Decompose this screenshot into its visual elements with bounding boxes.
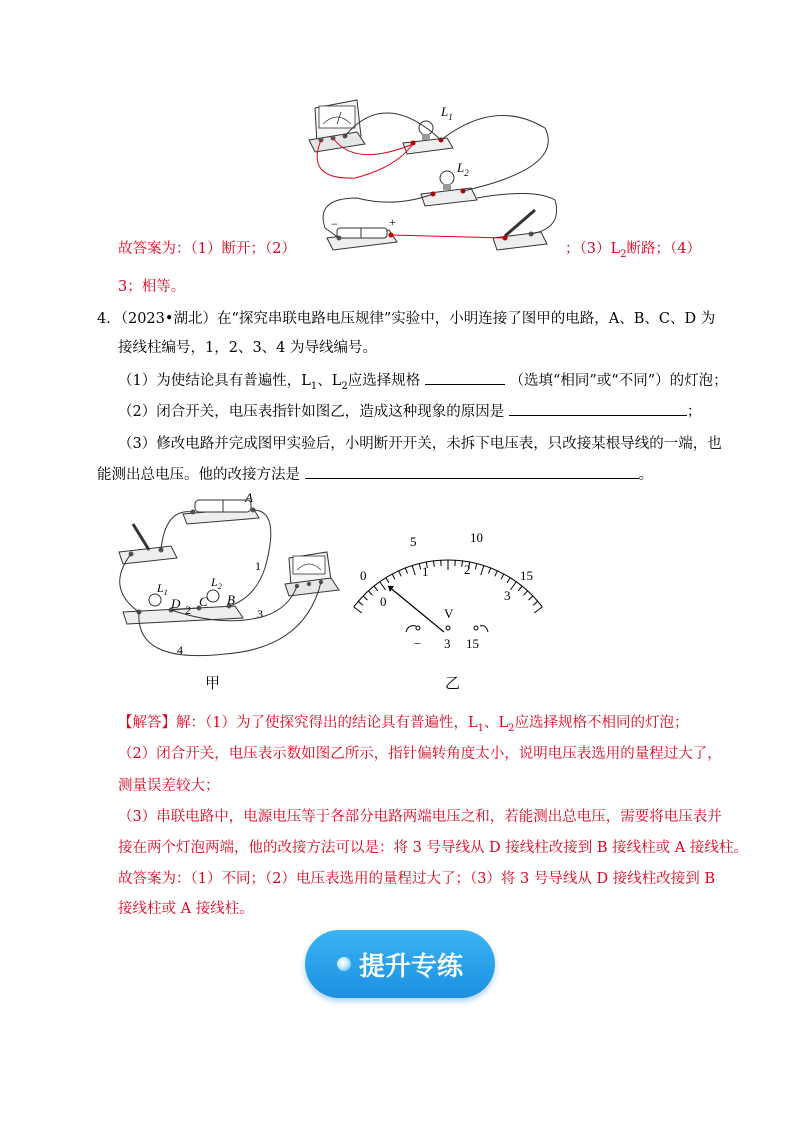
dial-tick: [475, 564, 476, 570]
top-answer-line2: 3；相等。: [118, 279, 186, 295]
top-answer-part3-text: 断路；（4）: [626, 241, 701, 257]
q1-text-d: （选填“相同”或“不同”）的灯泡；: [509, 373, 728, 389]
practice-button-label: 提升专练: [358, 951, 463, 982]
question-stem-line2: 接线柱编号，1，2、3、4 为导线编号。: [118, 340, 378, 356]
top-answer-line1-right: [565, 238, 701, 266]
figure-yi: [352, 528, 552, 658]
solution-line1: [118, 712, 689, 740]
q1-text-c: 应选择规格: [347, 373, 421, 389]
q1-answer-blank[interactable]: [425, 370, 505, 385]
lamp1-sub: 1: [448, 112, 453, 122]
dial-tick: [380, 582, 386, 590]
dial-tick: [433, 561, 434, 567]
solution-head: 【解答】: [118, 715, 176, 731]
top-answer-prefix: 故答案为：（1）断开；（2）: [118, 241, 296, 257]
q1-text-a: （1）为使结论具有普遍性，L: [118, 373, 311, 389]
dial-tick: [392, 574, 395, 579]
solution-line4: （3）串联电路中，电源电压等于各部分电路两端电压之和，若能测出总电压，需要将电压表并: [118, 809, 722, 825]
dial-tick: [528, 596, 532, 600]
voltmeter-icon: [285, 552, 339, 596]
lamps-board-icon: [123, 590, 243, 624]
top-answer-line1: [118, 238, 296, 260]
solution-l1-b: 、L: [483, 715, 509, 731]
solution-line3: 测量误差较大；: [118, 778, 220, 794]
dial-pointer: [388, 586, 444, 632]
dial-tick: [405, 568, 407, 574]
solution-l1-sub1: 1: [477, 722, 484, 734]
q2-text-b: ；: [686, 404, 702, 420]
q1-sub1: 1: [310, 380, 318, 392]
solution-l1-sub2: 2: [508, 722, 515, 734]
bubble-icon: [337, 957, 351, 971]
voltmeter-icon: [309, 100, 365, 152]
question-source: （2023•湖北）: [120, 311, 217, 327]
lamp2-label: L: [457, 160, 465, 175]
figure-yi-caption: 乙: [445, 674, 461, 692]
question-part3-line2: [97, 464, 653, 486]
question-part3-line1: （3）修改电路并完成图甲实验后，小明断开开关，未拆下电压表，只改接某根导线的一端，也: [118, 436, 722, 452]
label-b: B: [227, 592, 235, 607]
dial-tick: [489, 568, 491, 574]
question-part2: [118, 401, 701, 423]
practice-button[interactable]: [305, 930, 495, 998]
svg-text:L1: [156, 581, 168, 597]
dial-tick: [534, 607, 542, 613]
dial-tick: [374, 586, 378, 591]
dial-tick: [419, 564, 420, 570]
outer-tick-5: 5: [410, 534, 417, 549]
label-d: D: [171, 596, 181, 611]
figure-jia-caption: 甲: [205, 674, 221, 692]
dial-tick: [363, 596, 367, 600]
dial-tick: [368, 591, 372, 595]
inner-tick-2: 2: [464, 562, 471, 577]
question-stem-line1: [97, 308, 715, 330]
inner-tick-0: 0: [380, 594, 387, 609]
top-circuit-figure: [295, 88, 565, 258]
q2-text-a: （2）闭合开关，电压表指针如图乙，造成这种现象的原因是: [118, 404, 505, 420]
top-answer-part3-prefix: ；（3）: [565, 241, 611, 257]
q3-end: 。: [638, 467, 654, 483]
wire-1-label: 1: [255, 559, 261, 573]
q1-text-b: 、L: [317, 373, 342, 389]
solution-line6: 故答案为：（1）不同；（2）电压表选用的量程过大了；（3）将 3 号导线从 D 接线柱改接到 B: [118, 871, 715, 887]
q1-sub2: 2: [341, 380, 348, 392]
inner-tick-1: 1: [422, 564, 429, 579]
dial-tick: [533, 601, 538, 605]
dial-unit: V: [444, 606, 454, 621]
top-answer-lamp-sub: 2: [620, 248, 627, 260]
svg-text:L2: [210, 575, 222, 591]
question-number: 4．: [97, 311, 121, 327]
dial-tick: [354, 607, 362, 613]
switch-icon: [493, 210, 547, 250]
dial-tick: [481, 566, 484, 576]
battery-minus: −: [331, 217, 338, 231]
terminal-3: 3: [444, 636, 451, 651]
dial-tick: [399, 571, 402, 576]
wire-4-label: 4: [177, 643, 183, 657]
dial-tick: [524, 591, 528, 595]
dial-tick: [501, 574, 504, 579]
dial-tick: [358, 601, 363, 605]
question-part1: [118, 370, 728, 398]
jia-lamp2-sub: 2: [217, 582, 222, 591]
svg-text:L2: [456, 160, 469, 178]
dial-tick: [462, 561, 463, 567]
solution-l1-a: 解：（1）为了使探究得出的结论具有普遍性，L: [176, 715, 478, 731]
jia-lamp1: L: [157, 581, 164, 595]
label-a: A: [245, 490, 253, 505]
inner-tick-3: 3: [504, 588, 511, 603]
dial-tick: [412, 566, 415, 576]
battery-icon: [327, 228, 397, 250]
solution-line7: 接线柱或 A 接线柱。: [118, 901, 254, 917]
solution-line2: （2）闭合开关，电压表示数如图乙所示，指针偏转角度太小，说明电压表选用的量程过大了，: [118, 746, 722, 762]
lamp-l1-icon: [403, 121, 453, 154]
jia-lamp1-sub: 1: [163, 588, 168, 597]
terminal-15: 15: [466, 636, 479, 651]
q2-answer-blank[interactable]: [509, 401, 687, 416]
figure-jia: [105, 488, 345, 668]
dial-pointer-head: [388, 586, 394, 592]
terminal-minus: −: [414, 636, 422, 651]
svg-text:L1: [440, 104, 453, 122]
outer-tick-0: 0: [360, 568, 367, 583]
outer-tick-15: 15: [520, 568, 533, 583]
jia-lamp2: L: [211, 575, 218, 589]
q3-text: 能测出总电压。他的改接方法是: [97, 467, 300, 483]
dial-tick: [518, 586, 522, 591]
lamp1-label: L: [441, 104, 449, 119]
lamp2-sub: 2: [464, 168, 469, 178]
top-answer-lamp: L: [610, 241, 621, 257]
label-c: C: [199, 594, 208, 609]
question-stem-text1: 在“探究串联电路电压规律”实验中，小明连接了图甲的电路，A、B、C、D 为: [216, 311, 716, 327]
dial-tick: [510, 582, 516, 590]
battery-plus: +: [389, 215, 396, 229]
dial-tick: [507, 578, 510, 583]
wire-3-label: 3: [257, 607, 263, 621]
q3-answer-blank[interactable]: [305, 464, 639, 479]
outer-tick-10: 10: [470, 530, 483, 545]
solution-line5: 接在两个灯泡两端，他的改接方法可以是：将 3 号导线从 D 接线柱改接到 B 接线柱或 A 接线柱。: [118, 840, 748, 856]
wire-2-label: 2: [185, 603, 191, 617]
solution-l1-c: 应选择规格不相同的灯泡；: [514, 715, 689, 731]
dial-tick: [386, 578, 389, 583]
dial-tick: [495, 571, 498, 576]
